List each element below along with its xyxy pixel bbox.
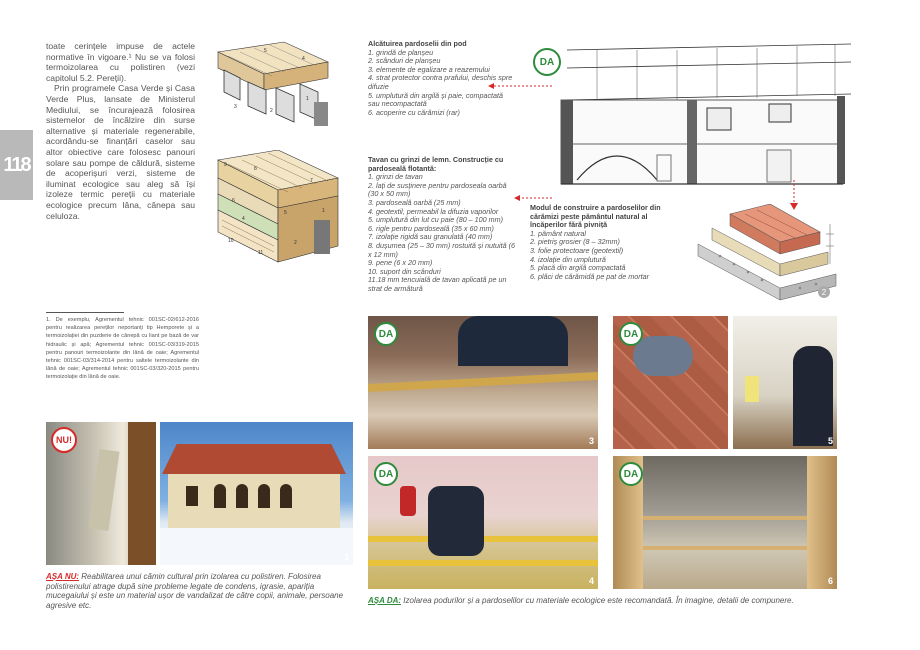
photo-brick-floor	[613, 316, 728, 449]
list-item: 6. plăci de cărămidă pe pat de mortar	[530, 271, 650, 281]
svg-text:11: 11	[258, 250, 264, 256]
photo-number-6: 6	[827, 576, 833, 586]
photo-floor-insulation-4	[368, 456, 598, 589]
svg-text:2: 2	[294, 240, 297, 246]
caption-nu-label: AȘA NU:	[46, 572, 80, 581]
caption-da	[368, 596, 838, 606]
caption-da-label: AȘA DA:	[368, 596, 402, 605]
svg-text:4: 4	[302, 56, 305, 62]
list-item: 4. geotextil, permeabil la difuzia vaporilor	[368, 206, 499, 216]
list-item: 8. dușumea (25 – 30 mm) rostuită și nutuită (6 x 12 mm)	[368, 240, 516, 259]
list-item: 1. grindă de planșeu	[368, 47, 434, 57]
photo-number-5: 5	[827, 436, 833, 446]
da-badge: DA	[374, 322, 398, 346]
da-badge: DA	[374, 462, 398, 486]
list-item: 11.18 mm tencuială de tavan aplicată pe un strat de armătură	[368, 275, 507, 293]
svg-text:1: 1	[306, 96, 309, 102]
photo-cultural-center	[160, 422, 353, 565]
caption-nu	[46, 572, 352, 610]
list-item: 3. folie protectoare (geotextil)	[530, 245, 624, 255]
photo-floor-boards-3	[368, 316, 598, 449]
photo-number-3: 3	[588, 436, 594, 446]
ground-floor-caption	[530, 204, 678, 281]
ground-floor-list	[530, 230, 678, 282]
ground-floor-title: Modul de construire a pardoselilor din cărămizi peste pământul natural al încăperilor fără pivniță	[530, 203, 661, 230]
da-badge: DA	[533, 48, 561, 76]
list-item: 1. grinzi de tavan	[368, 172, 423, 182]
svg-text:9: 9	[224, 162, 227, 168]
list-item: 2. lați de susținere pentru pardoseala oarbă (30 x 50 mm)	[368, 180, 507, 199]
svg-text:6: 6	[232, 198, 235, 204]
list-item: 6. rigle pentru pardoseală (35 x 60 mm)	[368, 223, 494, 233]
list-item: 3. elemente de egalizare a reazemului	[368, 64, 490, 74]
figure-number-2: 2	[818, 286, 830, 298]
svg-text:10: 10	[228, 238, 234, 244]
footnote-rule	[46, 312, 124, 313]
photo-worker-spray	[733, 316, 837, 449]
timber-ceiling-title: Tavan cu grinzi de lemn. Construcție cu pardoseală flotantă:	[368, 155, 504, 173]
pointer-arrows	[488, 80, 558, 210]
list-item: 4. strat protector contra prafului, deschis spre difuzie	[368, 73, 513, 91]
building-section-drawing	[537, 40, 851, 186]
caption-da-text: Izolarea podurilor și a pardoselilor cu materiale ecologice este recomandată. În imagine, detalii de compunere.	[403, 596, 794, 605]
attic-floor-drawing	[214, 40, 332, 130]
list-item: 6. acoperire cu cărămizi (rar)	[368, 107, 460, 117]
list-item: 7. izolație rigidă sau granulată (40 mm)	[368, 232, 493, 242]
list-item: 3. pardoseală oarbă (25 mm)	[368, 197, 461, 207]
list-item: 2. scânduri de planșeu	[368, 56, 441, 66]
svg-text:3: 3	[234, 104, 237, 110]
nu-badge: NU!	[51, 427, 77, 453]
list-item: 5. placă din argilă compactată	[530, 263, 626, 273]
body-text	[46, 41, 195, 221]
photo-number-4: 4	[588, 576, 594, 586]
body-paragraph-2: Prin programele Casa Verde și Casa Verde Plus, lansate de Ministerul Mediului, se încurajează folosirea sistemelor de încălzire din surse alternative și materiale regenerabile, acordându-se finanțări caselor sau altor obiective care folosesc panouri solare sau pompe de căldură, sisteme de acoperișuri verzi, sisteme de iluminat ecologice sau aleg să își izoleze termic pereții cu materiale ecologice precum lâna, cânepa sau celuloza.	[46, 83, 195, 221]
svg-text:5: 5	[264, 48, 267, 54]
list-item: 2. pietriș grosier (8 – 32mm)	[530, 237, 620, 247]
da-badge: DA	[619, 462, 643, 486]
svg-text:4: 4	[242, 216, 245, 222]
photo-number-1: 1	[343, 552, 349, 562]
list-item: 9. pene (6 x 20 mm)	[368, 258, 433, 268]
footnote: 1. De exemplu, Agrementul tehnic 001SC-02/612-2016 pentru realizarea pereților neportanți tip Hemporete și a termoizolației din puzderie de cânepă cu liant pe bază de var hidraulic și apă; Agrementul tehnic 001SC-03/319-2015 pentru panouri termoizolante din lână de oaie; Agrementul tehnic 001SC-03/314-2014 pentru saltele termoizolante din lână de oaie; Agrementul tehnic 001SC-03/320-2015 pentru termoizolație din lână de oaie.	[46, 317, 199, 381]
floating-floor-drawing	[214, 150, 344, 272]
attic-floor-title: Alcătuirea pardoselii din pod	[368, 39, 467, 48]
svg-text:8: 8	[254, 166, 257, 172]
svg-text:1: 1	[322, 208, 325, 214]
body-paragraph-1: toate cerințele impuse de actele normative în vigoare.¹ Nu se va folosi termoizolarea cu polistiren (vezi capitolul 5.2. Pereții).	[46, 41, 195, 83]
page-number-tab: 118	[0, 130, 33, 200]
svg-text:7: 7	[310, 178, 313, 184]
list-item: 5. umplutură din lut cu paie (80 – 100 mm)	[368, 215, 504, 225]
list-item: 4. izolație din umplutură	[530, 254, 606, 264]
list-item: 1. pământ natural	[530, 228, 586, 238]
photo-attic-6	[613, 456, 837, 589]
svg-text:2: 2	[270, 108, 273, 114]
da-badge: DA	[619, 322, 643, 346]
svg-text:5: 5	[284, 210, 287, 216]
list-item: 5. umplutură din argilă și paie, compactată sau necompactată	[368, 90, 504, 109]
caption-nu-text: Reabilitarea unui cămin cultural prin izolarea cu polistiren. Folosirea polistirenului atrage după sine probleme legate de condens, igrasie, apariția mucegaiului și este un material ușor de vandalizat de către copii, animale, persoane agresive etc.	[46, 572, 344, 610]
list-item: 10. suport din scânduri	[368, 266, 441, 276]
